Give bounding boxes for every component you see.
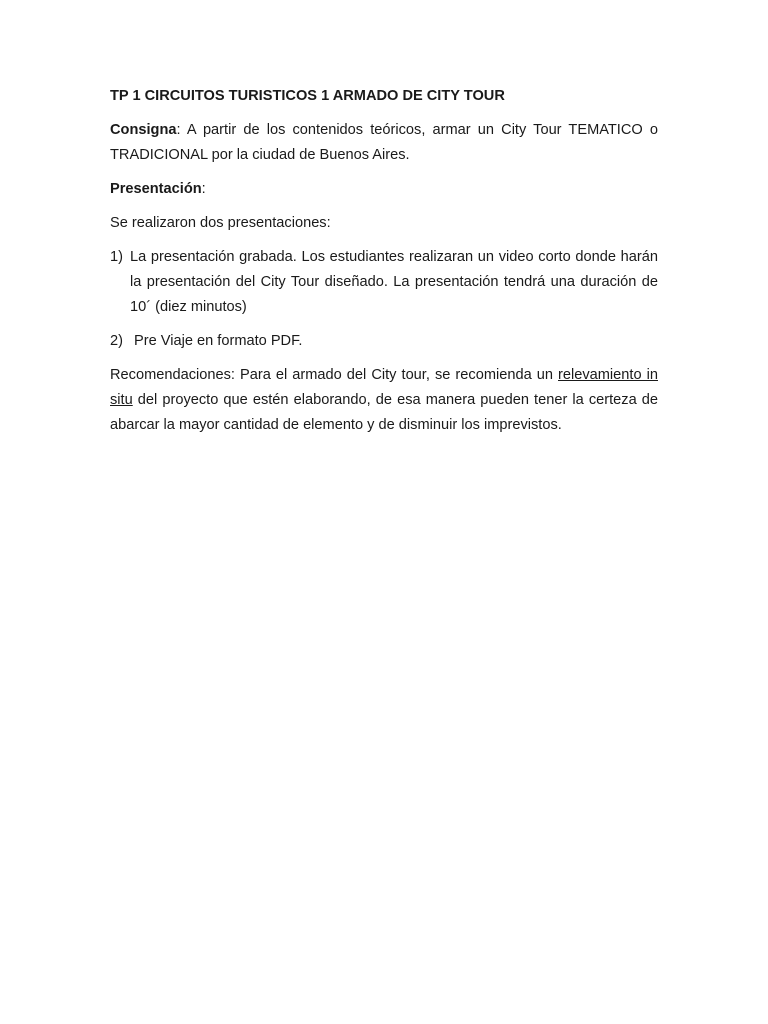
relevamiento-underlined: relevamiento in situ (110, 367, 658, 408)
recomendaciones-lead: Recomendaciones: Para el armado del City tour, se recomienda un (110, 367, 559, 383)
list-item-number: 2) (110, 333, 123, 349)
list-item-number: 1) (110, 249, 123, 265)
consigna-label: Consigna (110, 122, 177, 138)
recomendaciones-paragraph (110, 363, 658, 438)
list-item (110, 245, 658, 320)
consigna-paragraph (110, 118, 658, 168)
list-item-text: La presentación grabada. Los estudiantes realizaran un video corto donde harán la presentación del City Tour diseñado. La presentación tendrá una duración de 10´ (diez minutos) (130, 249, 658, 315)
presentaciones-intro: Se realizaron dos presentaciones: (110, 215, 331, 231)
presentacion-heading (110, 177, 658, 202)
list-item (110, 329, 658, 354)
presentacion-colon: : (201, 181, 206, 197)
document-page (110, 84, 658, 447)
recomendaciones-rest: del proyecto que estén elaborando, de esa manera pueden tener la certeza de abarcar la mayor cantidad de elemento y de disminuir los imprevistos. (110, 392, 658, 433)
document-title: TP 1 CIRCUITOS TURISTICOS 1 ARMADO DE CITY TOUR (110, 88, 505, 104)
presentacion-label: Presentación (110, 181, 202, 197)
consigna-text: : A partir de los contenidos teóricos, armar un City Tour TEMATICO o TRADICIONAL por la ciudad de Buenos Aires. (110, 122, 658, 163)
list-item-text: Pre Viaje en formato PDF. (134, 333, 303, 349)
